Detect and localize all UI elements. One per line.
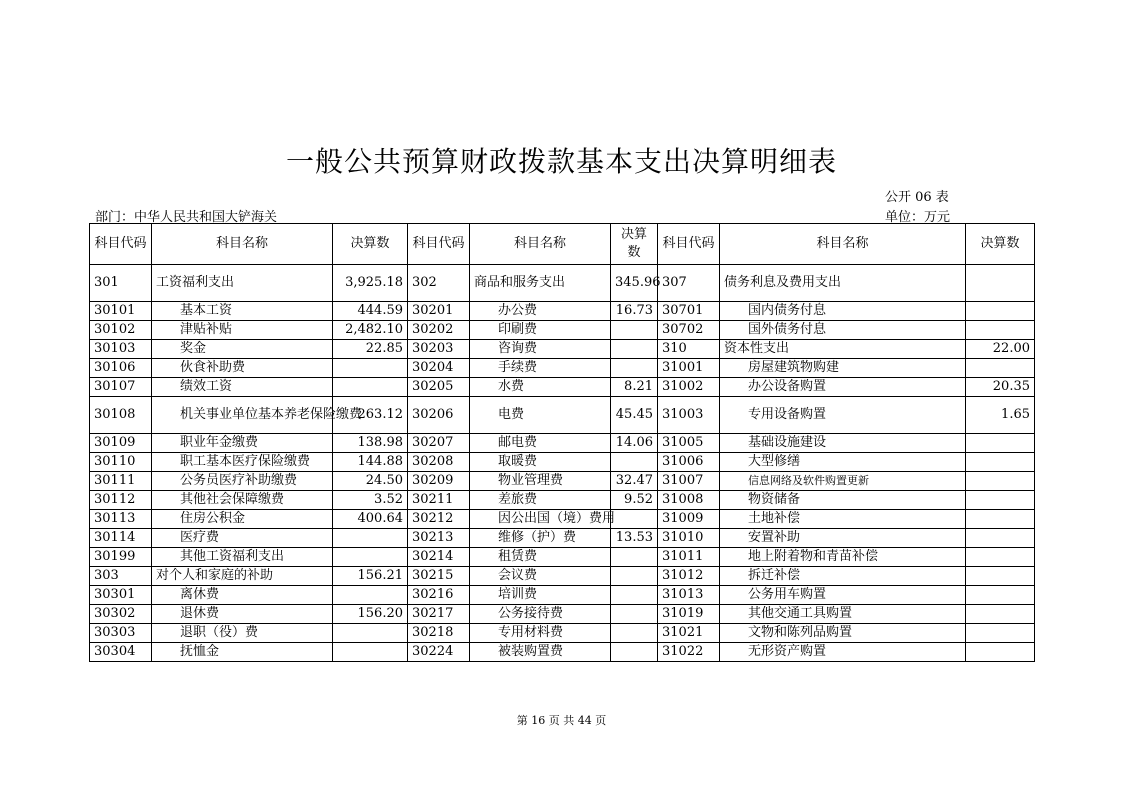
amount-cell: 16.73 [611, 302, 658, 321]
amount-cell [611, 548, 658, 567]
subject-name-cell: 办公费 [470, 302, 611, 321]
amount-cell [966, 491, 1035, 510]
amount-cell: 2,482.10 [333, 321, 408, 340]
subject-code-cell: 30203 [408, 340, 470, 359]
table-row [90, 548, 1035, 567]
subject-code-cell: 30207 [408, 434, 470, 453]
subject-name-cell: 退职（役）费 [152, 624, 333, 643]
table-row [90, 567, 1035, 586]
subject-name-cell: 土地补偿 [720, 510, 966, 529]
amount-cell: 3,925.18 [333, 265, 408, 302]
subject-name-cell: 离休费 [152, 586, 333, 605]
amount-cell: 13.53 [611, 529, 658, 548]
amount-cell [966, 567, 1035, 586]
table-row [90, 434, 1035, 453]
expenditure-table [89, 223, 1035, 662]
subject-code-cell: 30209 [408, 472, 470, 491]
subject-name-cell: 咨询费 [470, 340, 611, 359]
amount-cell [966, 453, 1035, 472]
header-amount-2: 决算数 [611, 224, 658, 265]
subject-code-cell: 30108 [90, 397, 152, 434]
subject-code-cell: 30211 [408, 491, 470, 510]
table-row [90, 472, 1035, 491]
subject-name-cell: 被装购置费 [470, 643, 611, 662]
subject-code-cell: 31001 [658, 359, 720, 378]
subject-code-cell: 31013 [658, 586, 720, 605]
header-amount-3: 决算数 [966, 224, 1035, 265]
subject-name-cell: 取暖费 [470, 453, 611, 472]
subject-code-cell: 31008 [658, 491, 720, 510]
amount-cell: 156.20 [333, 605, 408, 624]
subject-name-cell: 医疗费 [152, 529, 333, 548]
amount-cell: 144.88 [333, 453, 408, 472]
subject-name-cell: 基本工资 [152, 302, 333, 321]
subject-name-cell: 其他社会保障缴费 [152, 491, 333, 510]
page-title: 一般公共预算财政拨款基本支出决算明细表 [285, 145, 837, 178]
subject-code-cell: 30214 [408, 548, 470, 567]
amount-cell: 156.21 [333, 567, 408, 586]
amount-cell: 138.98 [333, 434, 408, 453]
amount-cell [611, 510, 658, 529]
subject-code-cell: 30215 [408, 567, 470, 586]
table-row [90, 321, 1035, 340]
subject-code-cell: 30303 [90, 624, 152, 643]
subject-name-cell: 公务接待费 [470, 605, 611, 624]
subject-name-cell: 专用材料费 [470, 624, 611, 643]
subject-name-cell: 大型修缮 [720, 453, 966, 472]
form-number: 公开 06 表 [885, 190, 949, 205]
amount-cell: 24.50 [333, 472, 408, 491]
subject-code-cell: 303 [90, 567, 152, 586]
header-name-1: 科目名称 [152, 224, 333, 265]
subject-code-cell: 31010 [658, 529, 720, 548]
subject-name-cell: 资本性支出 [720, 340, 966, 359]
subject-name-cell: 住房公积金 [152, 510, 333, 529]
unit-label: 单位：万元 [885, 210, 951, 225]
subject-code-cell: 30204 [408, 359, 470, 378]
subject-name-cell: 物业管理费 [470, 472, 611, 491]
subject-code-cell: 30101 [90, 302, 152, 321]
table-row [90, 359, 1035, 378]
amount-cell [611, 605, 658, 624]
amount-cell: 8.21 [611, 378, 658, 397]
table-row [90, 643, 1035, 662]
table-row [90, 302, 1035, 321]
page-footer: 第 16 页 共 44 页 [516, 714, 607, 727]
subject-name-cell: 信息网络及软件购置更新 [720, 472, 966, 491]
subject-code-cell: 30216 [408, 586, 470, 605]
subject-code-cell: 30205 [408, 378, 470, 397]
amount-cell: 45.45 [611, 397, 658, 434]
subject-code-cell: 30113 [90, 510, 152, 529]
header-code-1: 科目代码 [90, 224, 152, 265]
subject-code-cell: 30212 [408, 510, 470, 529]
amount-cell: 1.65 [966, 397, 1035, 434]
subject-code-cell: 30702 [658, 321, 720, 340]
amount-cell [611, 340, 658, 359]
subject-name-cell: 差旅费 [470, 491, 611, 510]
amount-cell [966, 624, 1035, 643]
amount-cell: 400.64 [333, 510, 408, 529]
header-code-2: 科目代码 [408, 224, 470, 265]
subject-code-cell: 307 [658, 265, 720, 302]
table-row [90, 529, 1035, 548]
table-row [90, 605, 1035, 624]
subject-code-cell: 30106 [90, 359, 152, 378]
subject-name-cell: 职业年金缴费 [152, 434, 333, 453]
amount-cell [333, 643, 408, 662]
subject-name-cell: 抚恤金 [152, 643, 333, 662]
amount-cell [611, 643, 658, 662]
amount-cell [966, 302, 1035, 321]
amount-cell: 345.96 [611, 265, 658, 302]
subject-code-cell: 31019 [658, 605, 720, 624]
subject-code-cell: 31007 [658, 472, 720, 491]
subject-name-cell: 基础设施建设 [720, 434, 966, 453]
header-name-2: 科目名称 [470, 224, 611, 265]
subject-name-cell: 债务利息及费用支出 [720, 265, 966, 302]
subject-name-cell: 专用设备购置 [720, 397, 966, 434]
subject-name-cell: 拆迁补偿 [720, 567, 966, 586]
subject-code-cell: 30103 [90, 340, 152, 359]
amount-cell: 3.52 [333, 491, 408, 510]
subject-name-cell: 水费 [470, 378, 611, 397]
subject-name-cell: 租赁费 [470, 548, 611, 567]
table-row [90, 510, 1035, 529]
header-name-3: 科目名称 [720, 224, 966, 265]
subject-code-cell: 30102 [90, 321, 152, 340]
table-row [90, 491, 1035, 510]
subject-name-cell: 奖金 [152, 340, 333, 359]
subject-code-cell: 30201 [408, 302, 470, 321]
subject-code-cell: 31021 [658, 624, 720, 643]
amount-cell [966, 265, 1035, 302]
subject-name-cell: 安置补助 [720, 529, 966, 548]
subject-code-cell: 30224 [408, 643, 470, 662]
header-code-3: 科目代码 [658, 224, 720, 265]
subject-code-cell: 31002 [658, 378, 720, 397]
subject-name-cell: 办公设备购置 [720, 378, 966, 397]
header-amount-1: 决算数 [333, 224, 408, 265]
amount-cell [966, 548, 1035, 567]
amount-cell [966, 510, 1035, 529]
subject-name-cell: 津贴补贴 [152, 321, 333, 340]
subject-code-cell: 30112 [90, 491, 152, 510]
subject-name-cell: 绩效工资 [152, 378, 333, 397]
table-row [90, 265, 1035, 302]
subject-code-cell: 30202 [408, 321, 470, 340]
subject-name-cell: 邮电费 [470, 434, 611, 453]
table-row [90, 453, 1035, 472]
subject-code-cell: 310 [658, 340, 720, 359]
subject-name-cell: 国内债务付息 [720, 302, 966, 321]
subject-code-cell: 30110 [90, 453, 152, 472]
subject-name-cell: 电费 [470, 397, 611, 434]
subject-name-cell: 因公出国（境）费用 [470, 510, 611, 529]
table-row [90, 586, 1035, 605]
table-row [90, 378, 1035, 397]
subject-code-cell: 31005 [658, 434, 720, 453]
subject-name-cell: 文物和陈列品购置 [720, 624, 966, 643]
amount-cell: 32.47 [611, 472, 658, 491]
amount-cell [611, 321, 658, 340]
amount-cell [966, 472, 1035, 491]
amount-cell: 22.85 [333, 340, 408, 359]
subject-name-cell: 房屋建筑物购建 [720, 359, 966, 378]
amount-cell [611, 567, 658, 586]
subject-code-cell: 30109 [90, 434, 152, 453]
amount-cell [611, 586, 658, 605]
subject-code-cell: 30304 [90, 643, 152, 662]
amount-cell [611, 359, 658, 378]
amount-cell [966, 529, 1035, 548]
subject-code-cell: 30218 [408, 624, 470, 643]
subject-name-cell: 培训费 [470, 586, 611, 605]
amount-cell: 263.12 [333, 397, 408, 434]
subject-name-cell: 会议费 [470, 567, 611, 586]
subject-code-cell: 30217 [408, 605, 470, 624]
subject-name-cell: 地上附着物和青苗补偿 [720, 548, 966, 567]
amount-cell [966, 359, 1035, 378]
amount-cell [333, 624, 408, 643]
department-label: 部门：中华人民共和国大铲海关 [95, 210, 278, 225]
subject-name-cell: 国外债务付息 [720, 321, 966, 340]
subject-code-cell: 30213 [408, 529, 470, 548]
subject-code-cell: 30206 [408, 397, 470, 434]
subject-code-cell: 30301 [90, 586, 152, 605]
subject-code-cell: 302 [408, 265, 470, 302]
subject-code-cell: 30111 [90, 472, 152, 491]
amount-cell: 14.06 [611, 434, 658, 453]
subject-name-cell: 其他交通工具购置 [720, 605, 966, 624]
amount-cell [333, 378, 408, 397]
subject-code-cell: 30208 [408, 453, 470, 472]
subject-code-cell: 301 [90, 265, 152, 302]
amount-cell: 444.59 [333, 302, 408, 321]
subject-code-cell: 31006 [658, 453, 720, 472]
amount-cell [333, 548, 408, 567]
subject-code-cell: 31009 [658, 510, 720, 529]
amount-cell [333, 359, 408, 378]
amount-cell [966, 605, 1035, 624]
amount-cell [966, 321, 1035, 340]
table-row [90, 624, 1035, 643]
amount-cell: 9.52 [611, 491, 658, 510]
amount-cell [611, 453, 658, 472]
subject-code-cell: 31022 [658, 643, 720, 662]
subject-name-cell: 商品和服务支出 [470, 265, 611, 302]
subject-code-cell: 31011 [658, 548, 720, 567]
amount-cell: 20.35 [966, 378, 1035, 397]
amount-cell [611, 624, 658, 643]
subject-name-cell: 机关事业单位基本养老保险缴费 [152, 397, 333, 434]
subject-code-cell: 30701 [658, 302, 720, 321]
subject-code-cell: 31012 [658, 567, 720, 586]
subject-code-cell: 31003 [658, 397, 720, 434]
subject-name-cell: 对个人和家庭的补助 [152, 567, 333, 586]
subject-name-cell: 工资福利支出 [152, 265, 333, 302]
amount-cell [333, 586, 408, 605]
amount-cell [966, 434, 1035, 453]
subject-name-cell: 无形资产购置 [720, 643, 966, 662]
amount-cell: 22.00 [966, 340, 1035, 359]
amount-cell [966, 586, 1035, 605]
amount-cell [333, 529, 408, 548]
subject-name-cell: 公务用车购置 [720, 586, 966, 605]
subject-code-cell: 30199 [90, 548, 152, 567]
subject-name-cell: 印刷费 [470, 321, 611, 340]
subject-name-cell: 维修（护）费 [470, 529, 611, 548]
table-header-row [90, 224, 1035, 265]
table-row [90, 340, 1035, 359]
subject-name-cell: 公务员医疗补助缴费 [152, 472, 333, 491]
amount-cell [966, 643, 1035, 662]
subject-name-cell: 手续费 [470, 359, 611, 378]
subject-name-cell: 伙食补助费 [152, 359, 333, 378]
subject-code-cell: 30114 [90, 529, 152, 548]
table-row [90, 397, 1035, 434]
subject-name-cell: 职工基本医疗保险缴费 [152, 453, 333, 472]
subject-code-cell: 30302 [90, 605, 152, 624]
subject-name-cell: 物资储备 [720, 491, 966, 510]
subject-name-cell: 其他工资福利支出 [152, 548, 333, 567]
subject-name-cell: 退休费 [152, 605, 333, 624]
subject-code-cell: 30107 [90, 378, 152, 397]
